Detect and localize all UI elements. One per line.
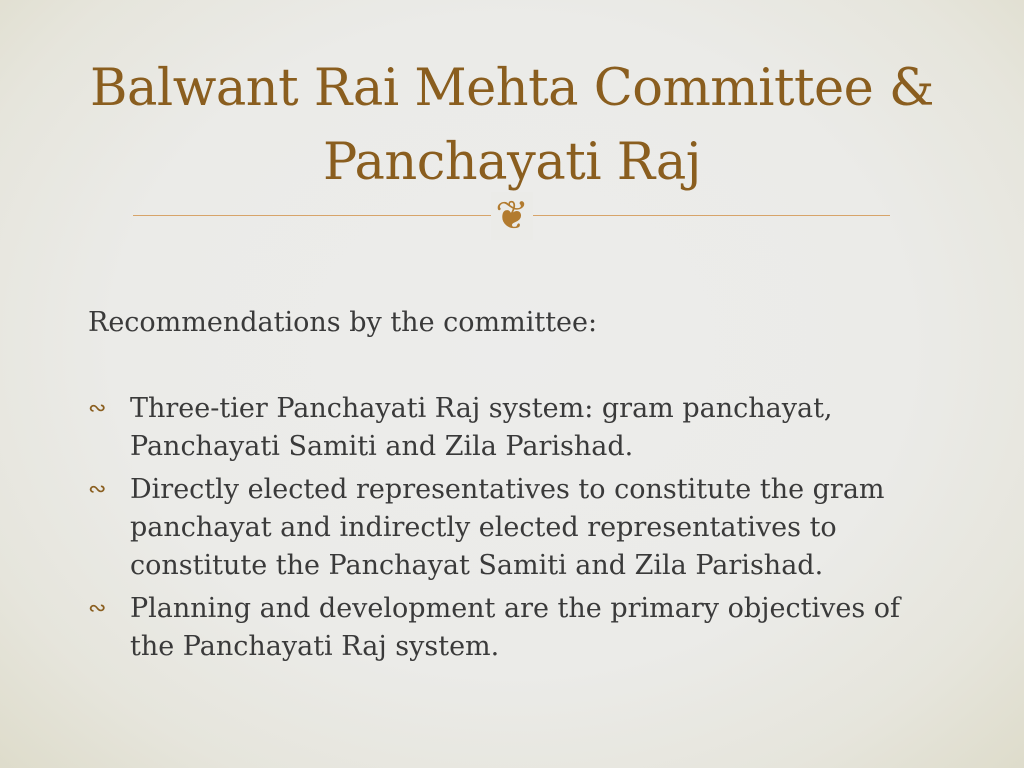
floral-ornament-icon: [478, 192, 546, 240]
scroll-bullet-icon: ∾: [88, 396, 107, 421]
list-item-text: Three-tier Panchayati Raj system: gram panchayat, Panchayati Samiti and Zila Parishad.: [130, 393, 833, 462]
intro-text: Recommendations by the committee:: [88, 307, 598, 338]
list-item: [88, 590, 948, 666]
list-item-text: Directly elected representatives to constitute the gram panchayat and indirectly elected representatives to constitute the Panchayat Samiti and Zila Parishad.: [130, 474, 885, 581]
scroll-bullet-icon: ∾: [88, 596, 107, 621]
slide-title: Balwant Rai Mehta Committee & Panchayati Raj: [90, 59, 934, 192]
list-item: [88, 471, 948, 585]
scroll-bullet-icon: ∾: [88, 477, 107, 502]
recommendation-list: [88, 390, 948, 671]
floral-ornament-glyph: ❦: [491, 192, 533, 240]
list-item: [88, 390, 948, 466]
list-item-text: Planning and development are the primary objectives of the Panchayati Raj system.: [130, 593, 901, 662]
